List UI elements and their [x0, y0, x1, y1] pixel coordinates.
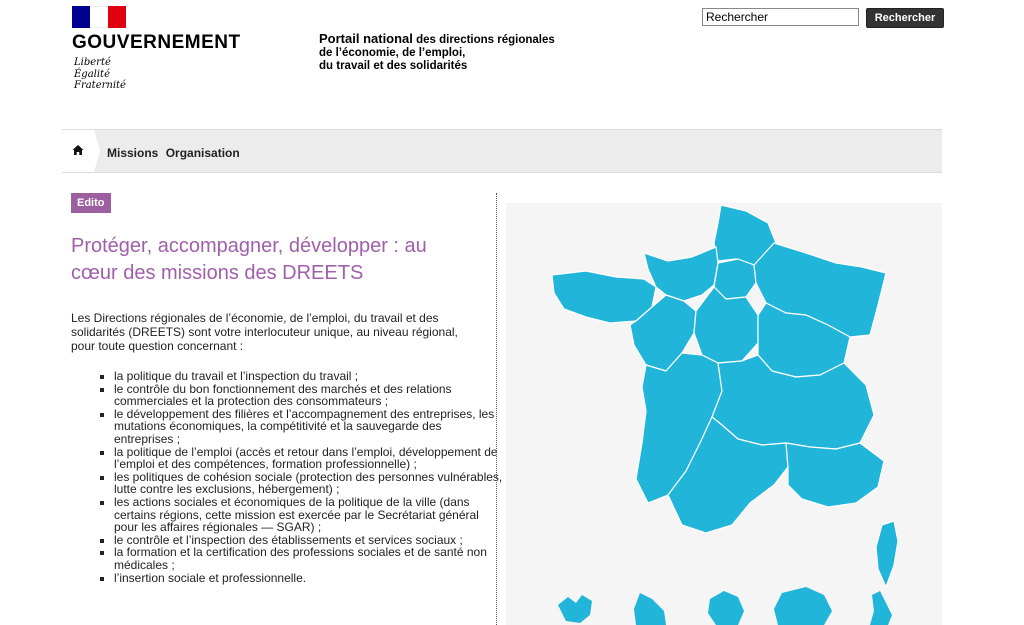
breadcrumb-items — [107, 146, 244, 160]
mission-item: ▪ l’insertion sociale et professionnelle. — [114, 572, 504, 585]
page-title — [71, 233, 471, 287]
government-name: GOUVERNEMENT — [72, 32, 241, 53]
overseas-la-reunion[interactable] — [774, 587, 832, 625]
overseas-martinique[interactable] — [634, 593, 666, 625]
french-flag-icon — [72, 6, 126, 28]
overseas-mayotte[interactable] — [870, 591, 892, 625]
main-content — [62, 173, 942, 625]
mission-item: ▪ le contrôle et l’inspection des établissements et services sociaux ; — [114, 534, 504, 547]
france-map-svg — [506, 203, 942, 625]
republic-motto — [74, 57, 126, 92]
page-title-line-2: cœur des missions des DREETS — [71, 262, 364, 284]
mission-item: ▪ les politiques de cohésion sociale (protection des personnes vulnérables, lutte contre les exclusions, hébergement) ; — [114, 471, 504, 496]
mission-item: ▪ la politique de l’emploi (accès et retour dans l’emploi, développement de l’emploi et des compétences, formation professionnelle) ; — [114, 446, 504, 471]
motto-fraternite: Fraternité — [74, 80, 126, 91]
regions-map — [506, 203, 942, 625]
edito-badge: Edito — [71, 193, 111, 213]
region-corse[interactable] — [876, 521, 898, 587]
column-divider — [496, 193, 497, 625]
mission-item: ▪ le développement des filières et l’accompagnement des entreprises, les mutations économiques, la compétitivité et la sauvegarde des entreprises ; — [114, 408, 504, 446]
government-logo[interactable] — [72, 6, 272, 101]
mission-item: ▪ les actions sociales et économiques de la politique de la ville (dans certains régions, cette mission est exercée par le Secrétariat général pour les affaires régionales — SGAR) ; — [114, 496, 504, 534]
intro-paragraph: Les Directions régionales de l’économie, de l’emploi, du travail et des solidarités (DREETS) sont votre interlocuteur unique, au niveau régional, pour toute question concernant : — [71, 311, 458, 353]
mission-item: ▪ la politique du travail et l’inspection du travail ; — [114, 370, 504, 383]
portal-title-line-2: de l’économie, de l’emploi, — [319, 47, 466, 59]
region-bretagne[interactable] — [552, 271, 656, 323]
portal-title — [319, 32, 619, 73]
breadcrumb-home-link[interactable] — [62, 130, 94, 172]
portal-title-strong: Portail national — [319, 31, 413, 46]
region-centre-val-de-loire[interactable] — [694, 287, 758, 363]
overseas-guyane[interactable] — [708, 591, 744, 625]
overseas-guadeloupe[interactable] — [558, 595, 592, 623]
mission-item: ▪ le contrôle du bon fonctionnement des marchés et des relations commerciales et la protection des consommateurs ; — [114, 383, 504, 408]
portal-title-rest: des directions régionales — [412, 34, 555, 46]
motto-liberte: Liberté — [74, 57, 111, 68]
home-icon — [72, 144, 84, 156]
mission-item: ▪ la formation et la certification des professions sociales et de santé non médicales ; — [114, 546, 504, 571]
motto-egalite: Égalité — [74, 68, 110, 80]
breadcrumb-item-organisation[interactable]: Organisation — [165, 146, 240, 160]
breadcrumb-item-missions[interactable]: Missions — [107, 146, 159, 160]
search-input[interactable] — [702, 8, 859, 26]
missions-list — [98, 370, 504, 584]
portal-title-line-3: du travail et des solidarités — [319, 60, 468, 72]
search-bar — [702, 8, 948, 28]
page-title-line-1: Protéger, accompagner, développer : au — [71, 235, 427, 257]
search-button[interactable]: Rechercher — [866, 8, 944, 28]
region-paca[interactable] — [786, 443, 884, 507]
breadcrumb — [62, 129, 942, 173]
